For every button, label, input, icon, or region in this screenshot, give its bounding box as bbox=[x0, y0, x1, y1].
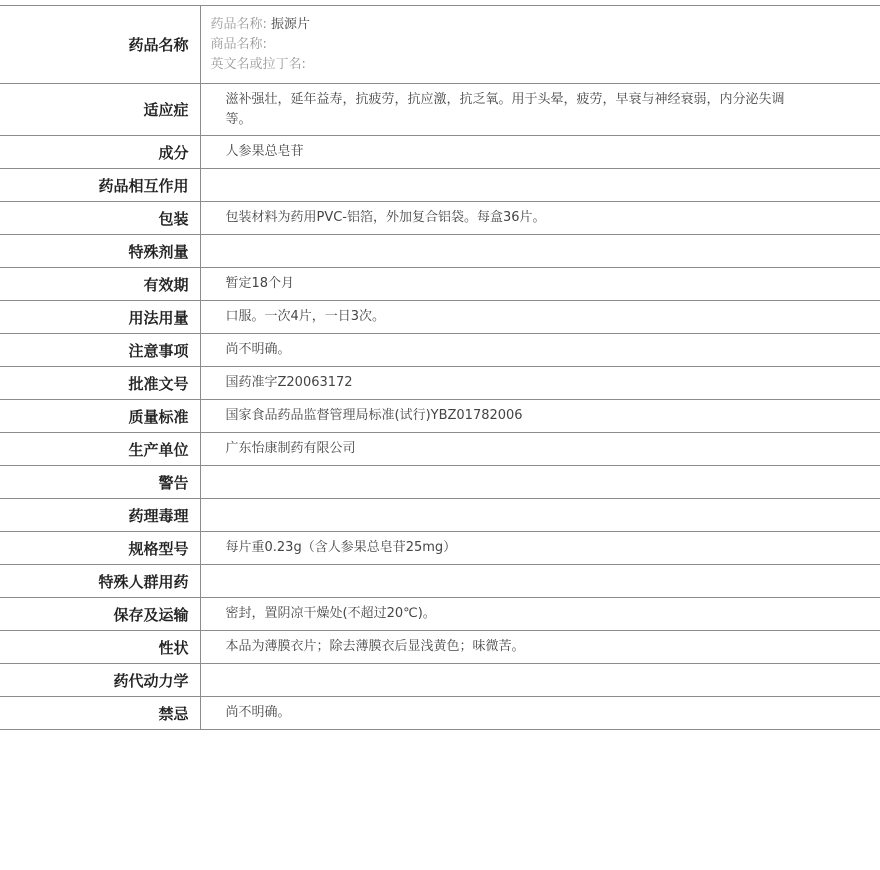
row-packaging bbox=[0, 202, 880, 235]
value-manufacturer: 广东怡康制药有限公司 bbox=[200, 433, 880, 466]
english-name-line bbox=[211, 55, 791, 75]
label-indications: 适应症 bbox=[0, 84, 200, 136]
row-description bbox=[0, 631, 880, 664]
label-ingredients: 成分 bbox=[0, 136, 200, 169]
generic-name-value: 振源片 bbox=[271, 16, 311, 32]
row-special-dosage bbox=[0, 235, 880, 268]
value-shelf-life: 暂定18个月 bbox=[200, 268, 880, 301]
row-precautions bbox=[0, 334, 880, 367]
value-packaging: 包装材料为药用PVC-铝箔，外加复合铝袋。每盒36片。 bbox=[200, 202, 880, 235]
label-quality-standard: 质量标准 bbox=[0, 400, 200, 433]
drug-names-cell bbox=[200, 6, 880, 84]
label-special-dosage: 特殊剂量 bbox=[0, 235, 200, 268]
label-storage: 保存及运输 bbox=[0, 598, 200, 631]
row-pharmacokinetics bbox=[0, 664, 880, 697]
value-precautions: 尚不明确。 bbox=[200, 334, 880, 367]
row-usage bbox=[0, 301, 880, 334]
value-specification: 每片重0.23g（含人参果总皂苷25mg） bbox=[200, 532, 880, 565]
value-storage: 密封，置阴凉干燥处(不超过20℃)。 bbox=[200, 598, 880, 631]
value-special-populations bbox=[200, 565, 880, 598]
row-quality-standard bbox=[0, 400, 880, 433]
label-approval-number: 批准文号 bbox=[0, 367, 200, 400]
row-contraindications bbox=[0, 697, 880, 730]
generic-name-line bbox=[211, 15, 791, 35]
value-quality-standard: 国家食品药品监督管理局标准(试行)YBZ01782006 bbox=[200, 400, 880, 433]
value-warning bbox=[200, 466, 880, 499]
value-approval-number: 国药准字Z20063172 bbox=[200, 367, 880, 400]
trade-name-label: 商品名称: bbox=[210, 36, 267, 52]
label-usage: 用法用量 bbox=[0, 301, 200, 334]
row-pharmacology bbox=[0, 499, 880, 532]
label-warning: 警告 bbox=[0, 466, 200, 499]
row-approval-number bbox=[0, 367, 880, 400]
label-precautions: 注意事项 bbox=[0, 334, 200, 367]
label-pharmacokinetics: 药代动力学 bbox=[0, 664, 200, 697]
value-ingredients: 人参果总皂苷 bbox=[200, 136, 880, 169]
row-interactions bbox=[0, 169, 880, 202]
row-warning bbox=[0, 466, 880, 499]
value-pharmacology bbox=[200, 499, 880, 532]
value-pharmacokinetics bbox=[200, 664, 880, 697]
label-drug-name: 药品名称 bbox=[0, 6, 200, 84]
row-drug-name bbox=[0, 6, 880, 84]
value-usage: 口服。一次4片，一日3次。 bbox=[200, 301, 880, 334]
row-ingredients bbox=[0, 136, 880, 169]
value-description: 本品为薄膜衣片；除去薄膜衣后显浅黄色；味微苦。 bbox=[200, 631, 880, 664]
label-pharmacology: 药理毒理 bbox=[0, 499, 200, 532]
drug-info-table bbox=[0, 5, 880, 730]
trade-name-line bbox=[211, 35, 791, 55]
row-manufacturer bbox=[0, 433, 880, 466]
label-contraindications: 禁忌 bbox=[0, 697, 200, 730]
label-shelf-life: 有效期 bbox=[0, 268, 200, 301]
row-shelf-life bbox=[0, 268, 880, 301]
row-specification bbox=[0, 532, 880, 565]
value-contraindications: 尚不明确。 bbox=[200, 697, 880, 730]
row-indications bbox=[0, 84, 880, 136]
label-description: 性状 bbox=[0, 631, 200, 664]
row-special-populations bbox=[0, 565, 880, 598]
label-interactions: 药品相互作用 bbox=[0, 169, 200, 202]
value-interactions bbox=[200, 169, 880, 202]
english-name-label: 英文名或拉丁名: bbox=[210, 56, 306, 72]
row-storage bbox=[0, 598, 880, 631]
label-special-populations: 特殊人群用药 bbox=[0, 565, 200, 598]
value-indications: 滋补强壮，延年益寿，抗疲劳，抗应激，抗乏氧。用于头晕，疲劳，早衰与神经衰弱，内分泌失调等。 bbox=[200, 84, 880, 136]
label-specification: 规格型号 bbox=[0, 532, 200, 565]
label-packaging: 包装 bbox=[0, 202, 200, 235]
generic-name-label: 药品名称: bbox=[210, 16, 267, 32]
value-special-dosage bbox=[200, 235, 880, 268]
label-manufacturer: 生产单位 bbox=[0, 433, 200, 466]
